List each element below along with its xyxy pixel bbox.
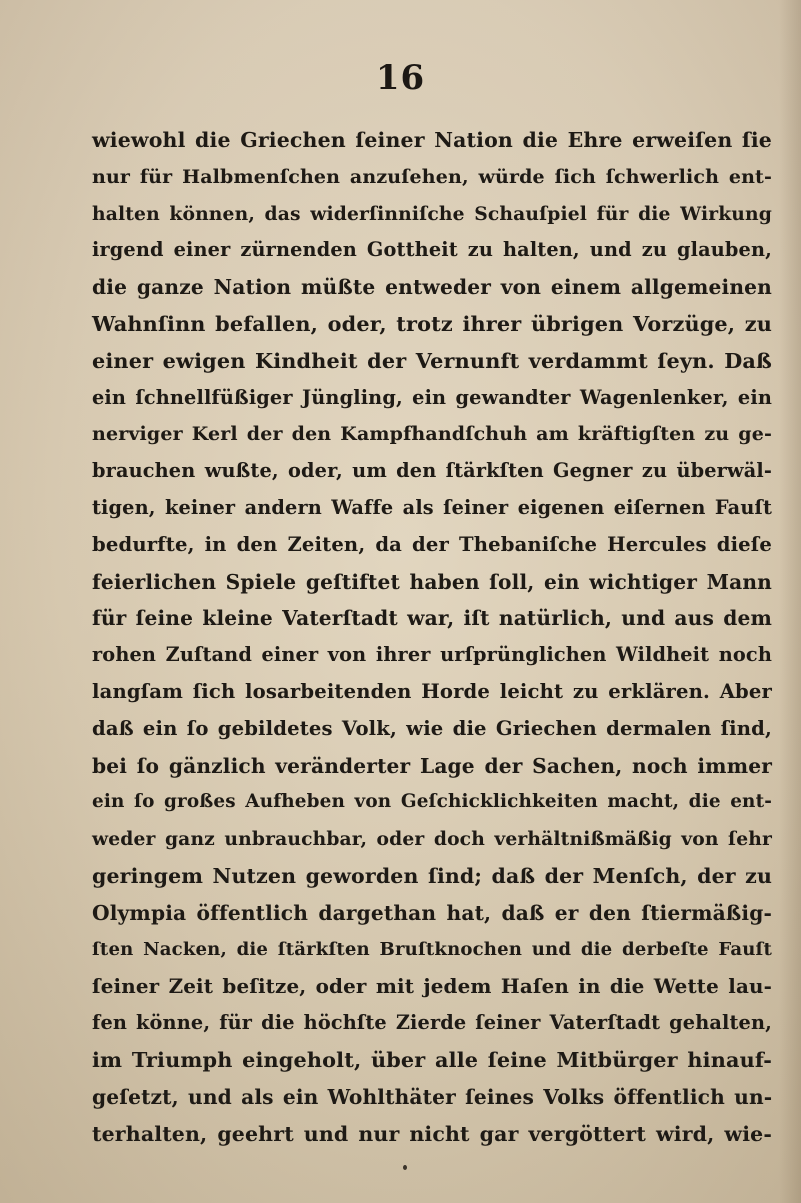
- ink-speck: [403, 1165, 407, 1170]
- text-line: brauchen wußte, oder, um den ſtärkſten Gegner zu überwäl-: [92, 459, 772, 483]
- text-line: Wahnſinn befallen, oder, trotz ihrer übrigen Vorzüge, zu: [92, 310, 772, 336]
- text-line: nur für Halbmenſchen anzuſehen, würde ſich ſchwerlich ent-: [92, 165, 772, 188]
- text-line: bedurfte, in den Zeiten, da der Thebaniſche Hercules dieſe: [92, 532, 772, 556]
- text-line: bei ſo gänzlich veränderter Lage der Sachen, noch immer: [92, 753, 772, 778]
- text-line: ſten Nacken, die ſtärkſten Bruſtknochen und die derbeſte Fauſt: [92, 938, 772, 960]
- text-line: nerviger Kerl der den Kampfhandſchuh am kräftigſten zu ge-: [92, 423, 772, 446]
- text-line: für ſeine kleine Vaterſtadt war, iſt natürlich, und aus dem: [92, 606, 772, 631]
- text-line: langſam ſich losarbeitenden Horde leicht zu erklären. Aber: [92, 679, 772, 703]
- text-line: irgend einer zürnenden Gottheit zu halten, und zu glauben,: [92, 238, 772, 262]
- text-line: fen könne, für die höchſte Zierde ſeiner Vaterſtadt gehalten,: [92, 1011, 772, 1035]
- page-edge-shadow: [779, 0, 801, 1203]
- text-line: einer ewigen Kindheit der Vernunft verdammt ſeyn. Daß: [92, 347, 772, 373]
- text-line: tigen, keiner andern Waffe als ſeiner eigenen eiſernen Fauſt: [92, 495, 772, 519]
- text-line: halten können, das widerſinniſche Schauſpiel für die Wirkung: [92, 202, 772, 225]
- text-line: daß ein ſo gebildetes Volk, wie die Griechen dermalen ſind,: [92, 716, 772, 740]
- text-line: Olympia öffentlich dargethan hat, daß er den ſtiermäßig-: [92, 900, 772, 925]
- text-line: ein ſo großes Aufheben von Geſchicklichkeiten macht, die ent-: [92, 791, 772, 813]
- text-line: geſetzt, und als ein Wohlthäter ſeines Volks öffentlich un-: [92, 1084, 773, 1109]
- text-line: die ganze Nation müßte entweder von einem allgemeinen: [92, 275, 772, 300]
- text-line: ſeiner Zeit beſitze, oder mit jedem Haſen in die Wette lau-: [92, 974, 772, 999]
- text-line: wiewohl die Griechen ſeiner Nation die Ehre erweiſen ſie: [92, 128, 772, 152]
- body-text: [92, 122, 772, 1152]
- text-line: feierlichen Spiele geſtiftet haben ſoll, ein wichtiger Mann: [92, 569, 772, 594]
- text-line: im Triumph eingeholt, über alle ſeine Mitbürger hinauf-: [92, 1046, 772, 1072]
- text-line: geringem Nutzen geworden ſind; daß der Menſch, der zu: [92, 863, 772, 888]
- text-line: terhalten, geehrt und nur nicht gar vergöttert wird, wie-: [92, 1121, 772, 1146]
- text-line: weder ganz unbrauchbar, oder doch verhältnißmäßig von ſehr: [92, 828, 772, 851]
- page-number: 16: [375, 58, 426, 98]
- text-line: ein ſchnellfüßiger Jüngling, ein gewandter Wagenlenker, ein: [92, 385, 772, 409]
- text-line: rohen Zuſtand einer von ihrer urſprünglichen Wildheit noch: [92, 643, 772, 667]
